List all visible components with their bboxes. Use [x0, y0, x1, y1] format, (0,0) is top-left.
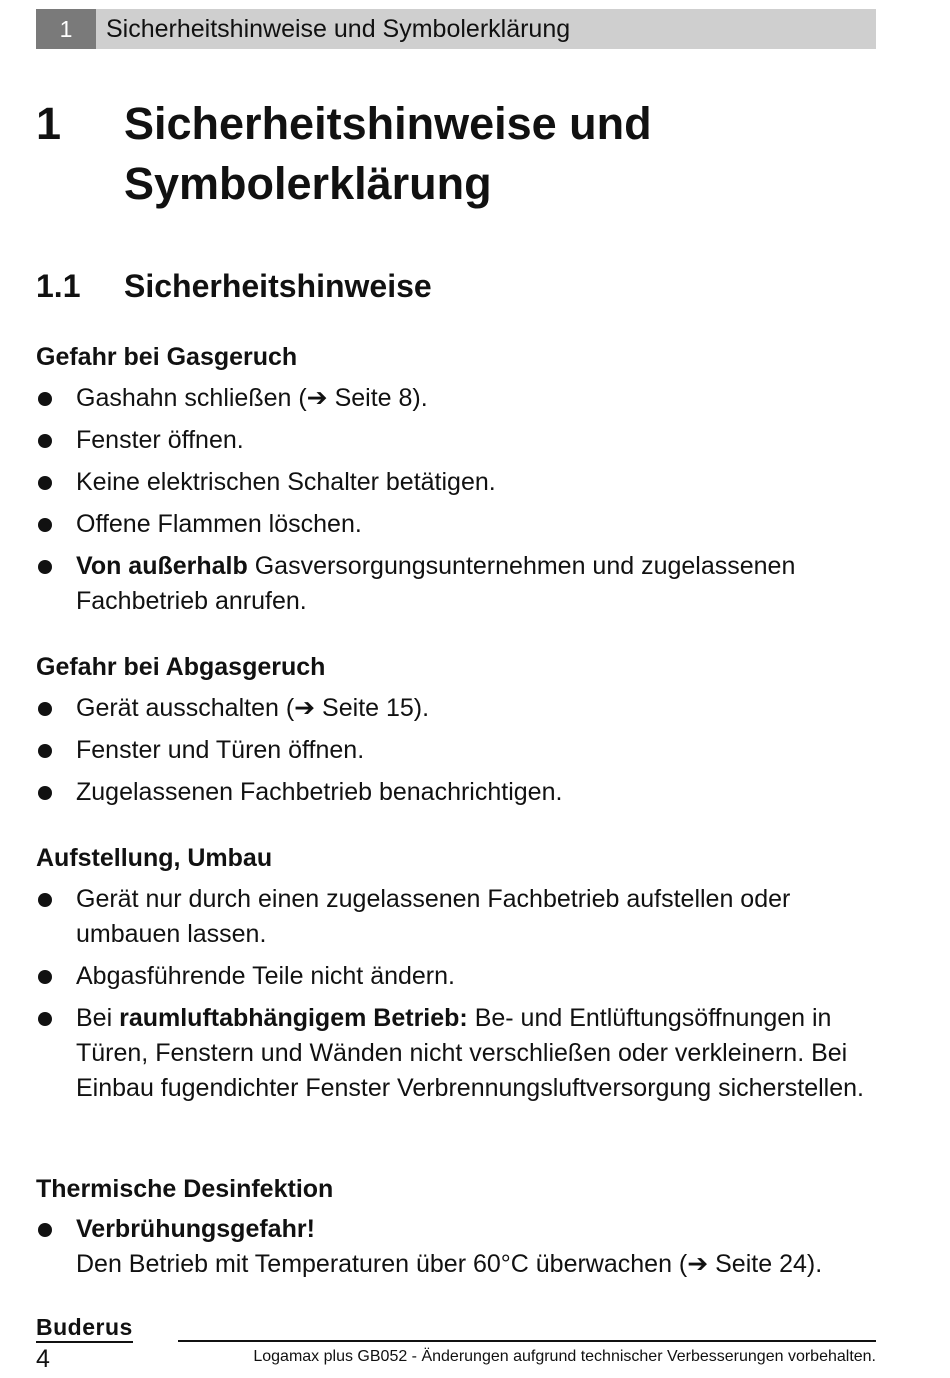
bullet-icon	[36, 465, 76, 500]
bullet-icon	[36, 507, 76, 542]
header-title: Sicherheitshinweise und Symbolerklärung	[106, 14, 571, 43]
list-item: Verbrühungsgefahr! Den Betrieb mit Temperaturen über 60°C überwachen (➔ Seite 24).	[36, 1212, 876, 1282]
page-number: 4	[36, 1345, 50, 1373]
chapter-number: 1	[36, 98, 62, 149]
list-item: Gerät nur durch einen zugelassenen Fachbetrieb aufstellen oder umbauen lassen.	[36, 882, 876, 952]
bullet-icon	[36, 959, 76, 994]
running-header	[36, 9, 876, 49]
installation-heading: Aufstellung, Umbau	[36, 844, 273, 872]
bullet-icon	[36, 381, 76, 416]
list-item: Abgasführende Teile nicht ändern.	[36, 959, 876, 994]
bullet-icon	[36, 882, 76, 952]
list-item: Von außerhalb Gasversorgungsunternehmen und zugelassenen Fachbetrieb anrufen.	[36, 549, 876, 619]
list-item: Zugelassenen Fachbetrieb benachrichtigen.	[36, 775, 876, 810]
gas-smell-heading: Gefahr bei Gasgeruch	[36, 343, 298, 371]
bullet-icon	[36, 423, 76, 458]
chapter-heading	[36, 94, 652, 214]
bullet-icon	[36, 733, 76, 768]
list-item: Gerät ausschalten (➔ Seite 15).	[36, 691, 876, 726]
header-chapter-number: 1	[36, 9, 96, 49]
footer-divider	[178, 1340, 876, 1342]
section-heading	[36, 264, 432, 308]
list-item: Fenster und Türen öffnen.	[36, 733, 876, 768]
list-item: Keine elektrischen Schalter betätigen.	[36, 465, 876, 500]
bullet-icon	[36, 1212, 76, 1282]
section-title: Sicherheitshinweise	[124, 268, 432, 304]
list-item: Bei raumluftabhängigem Betrieb: Be- und Entlüftungsöffnungen in Türen, Fenstern und Wänden nicht verschließen oder verkleinern. Bei Einbau fugendichter Fenster Verbrennungsluftversorgung sicherstellen.	[36, 1001, 876, 1106]
bullet-icon	[36, 1001, 76, 1106]
bullet-icon	[36, 775, 76, 810]
flue-smell-heading: Gefahr bei Abgasgeruch	[36, 653, 326, 681]
chapter-title-line1: Sicherheitshinweise und	[124, 98, 652, 149]
bullet-icon	[36, 691, 76, 726]
bullet-icon	[36, 549, 76, 619]
section-number: 1.1	[36, 268, 81, 304]
list-item: Gashahn schließen (➔ Seite 8).	[36, 381, 876, 416]
list-item: Offene Flammen löschen.	[36, 507, 876, 542]
footer-note: Logamax plus GB052 - Änderungen aufgrund technischer Verbesserungen vorbehalten.	[253, 1348, 876, 1365]
chapter-title-line2: Symbolerklärung	[124, 158, 492, 209]
brand-logo: Buderus	[36, 1314, 133, 1343]
disinfection-heading: Thermische Desinfektion	[36, 1175, 334, 1203]
list-item: Fenster öffnen.	[36, 423, 876, 458]
